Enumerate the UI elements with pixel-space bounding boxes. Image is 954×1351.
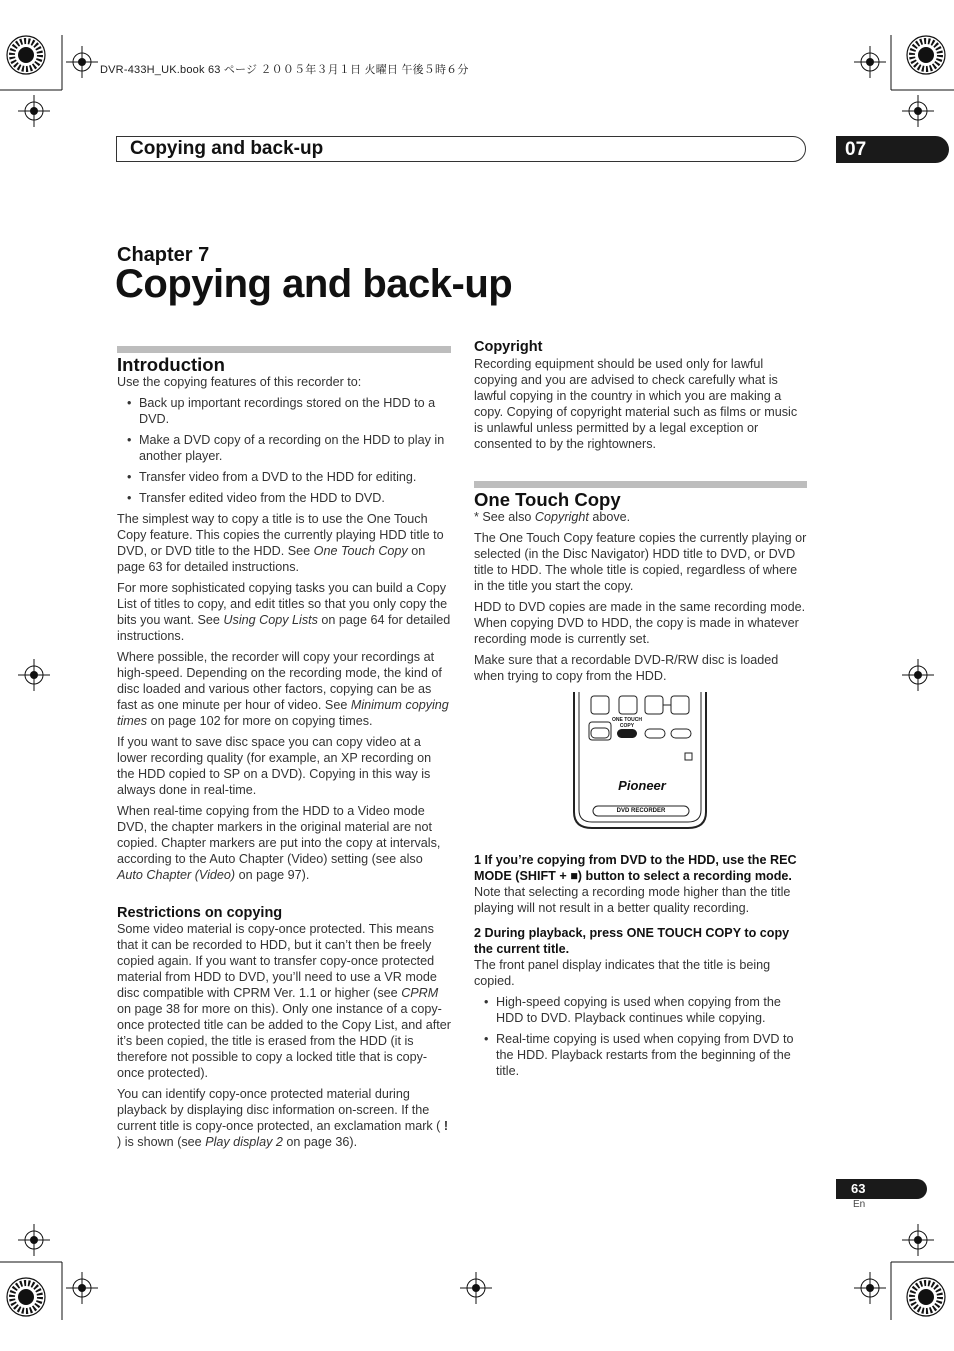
text: You can identify copy-once protected material during playback by displaying disc information on-screen. If the current title is copy-once protected, an exclamation mark ( [117,1087,444,1133]
chapter-title: Copying and back-up [115,262,513,306]
text: on page 38 for more on this). Only one instance of a copy-once protected title can be added to the Copy List, and after it’s been copied, the title is erased from the HDD (it is therefore not possible to copy a locked title that is copy-once protected). [117,1002,451,1080]
introduction-paragraph [117,511,451,575]
text: Some video material is copy-once protected. This means that it can be recorded to HDD, but it can’t then be freely copied again. If you want to transfer copy-once protected material from HDD to DVD, you’ll need to use a VR mode disc compatible with CPRM Ver. 1.1 or higher (see [117,922,437,1000]
restrictions-heading: Restrictions on copying [117,905,283,921]
pioneer-logo: Pioneer [618,778,666,793]
cross-reference: One Touch Copy [313,544,408,558]
introduction-heading: Introduction [117,354,225,375]
text: * See also [474,510,535,524]
chapter-label: Chapter 7 [117,244,210,266]
cross-reference: Auto Chapter (Video) [117,868,236,882]
introduction-paragraph [117,803,451,883]
step-2-instruction: 2 During playback, press ONE TOUCH COPY to copy the current title. [474,926,790,956]
right-column [474,339,807,1084]
dvd-recorder-label: DVD RECORDER [616,808,666,814]
one-touch-paragraph: Make sure that a recordable DVD-R/RW disc is loaded when trying to copy from the HDD. [474,653,779,683]
cross-reference: Play display 2 [205,1135,283,1149]
cross-reference: Using Copy Lists [223,613,318,627]
text: above. [588,510,631,524]
list-item: • High-speed copying is used when copying from the HDD to DVD. Playback continues while copying. [474,994,807,1026]
one-touch-note [474,509,807,525]
section-rule [117,346,451,353]
one-touch-paragraph: The One Touch Copy feature copies the currently playing or selected (in the Disc Navigator) HDD title to DVD, or DVD title to HDD. The whole title is copied, regardless of where in the title you start the copy. [474,531,807,593]
list-item: • Transfer video from a DVD to the HDD for editing. [117,469,451,485]
step-2-text: The front panel display indicates that the title is being copied. [474,958,771,988]
list-item: • Transfer edited video from the HDD to DVD. [117,490,451,506]
section-header-title: Copying and back-up [130,138,324,159]
list-item: • Make a DVD copy of a recording on the HDD to play in another player. [117,432,451,464]
list-item: • Back up important recordings stored on the HDD to a DVD. [117,395,451,427]
text: Where possible, the recorder will copy your recordings at high-speed. Depending on the recording mode, the kind of disc loaded and various other factors, copying can be as fast as one minute per hour of video. See [117,650,442,712]
text: The simplest way to copy a title is to use the One Touch Copy feature. This copies the currently playing HDD title to DVD, or DVD title to the HDD. See [117,512,444,558]
one-touch-copy-button-label: ONE TOUCH COPY [612,717,642,729]
text: on page 102 for more on copying times. [147,714,373,728]
cross-reference: Minimum copying times [117,698,449,728]
text: on page 63 for detailed instructions. [117,544,426,574]
one-touch-copy-heading: One Touch Copy [474,489,621,510]
step-1-instruction: 1 If you’re copying from DVD to the HDD, use the REC MODE (SHIFT + ■) button to select a recording mode. [474,853,797,883]
restrictions-paragraph [117,921,451,1081]
cross-reference: CPRM [401,986,439,1000]
restrictions-paragraph [117,1086,451,1150]
text: For more sophisticated copying tasks you can build a Copy List of titles to copy, and edit titles so that you only copy the bits you want. See [117,581,448,627]
introduction-list [117,395,451,506]
text: When real-time copying from the HDD to a Video mode DVD, the chapter markers in the original material are not copied. Chapter markers are put into the copy at intervals, according to the Auto Chapter (Video) setting (see also [117,804,441,866]
remote-control-icon [474,692,807,842]
text: ) is shown (see [117,1135,206,1149]
step-2-list [474,994,807,1079]
chapter-number-badge: 07 [836,136,949,163]
introduction-paragraph: If you want to save disc space you can copy video at a lower recording quality (for example, an XP recording on the HDD copied to SP on a DVD). Copying in this way is always done in real-time. [117,735,432,797]
introduction-paragraph [117,580,451,644]
copyright-heading: Copyright [474,339,543,355]
copyright-paragraph: Recording equipment should be used only for lawful copying and you are advised to check carefully what is lawful copying in the country in which you are making a copy. Copying of copyright material such as films or music is unlawful unless permitted by a legal exception or consented to by the rightowners. [474,357,798,451]
text: on page 64 for detailed instructions. [117,613,451,643]
one-touch-paragraph: HDD to DVD copies are made in the same recording mode. When copying DVD to HDD, the copy is made in whatever recording mode is currently set. [474,600,806,646]
text: on page 97). [235,868,310,882]
page-language: En [853,1199,866,1210]
introduction-lead: Use the copying features of this recorder to: [117,375,362,389]
cross-reference: Copyright [534,510,589,524]
introduction-paragraph [117,649,451,729]
list-item: • Real-time copying is used when copying from DVD to the HDD. Playback restarts from the beginning of the title. [474,1031,807,1079]
step-1-text: Note that selecting a recording mode higher than the title playing will not result in a better quality recording. [474,885,791,915]
text: on page 36). [282,1135,358,1149]
remote-control-illustration [474,692,807,842]
print-slug: DVR-433H_UK.book 63 ページ ２００５年３月１日 火曜日 午後５時６分 [100,64,469,76]
left-column [117,346,451,1155]
page-number-badge: 63 [836,1179,927,1199]
exclamation-mark-icon: ! [443,1119,449,1133]
section-rule [474,481,807,488]
